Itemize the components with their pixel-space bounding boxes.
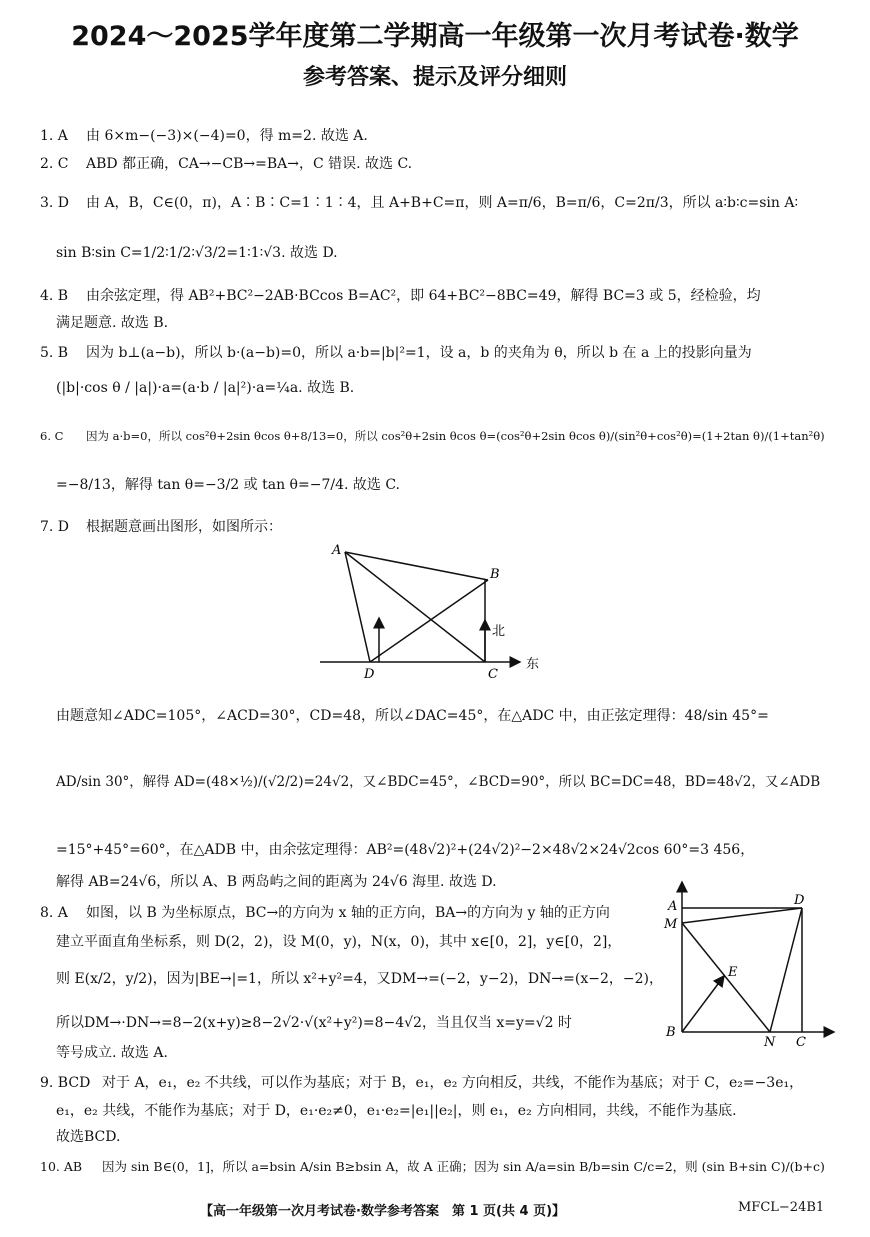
answer-text: 解得 AB=24√6，所以 A、B 两岛屿之间的距离为 24√6 海里. 故选 D. (56, 874, 497, 890)
answer-line (56, 378, 836, 398)
answer-line (56, 313, 836, 333)
answer-text: 故选BCD. (56, 1129, 121, 1145)
answer-line (40, 286, 836, 306)
answer-text: 由余弦定理，得 AB²+BC²−2AB·BCcos B=AC²，即 64+BC²−8BC=49，解得 BC=3 或 5，经检验，均 (86, 288, 761, 304)
answer-line (56, 243, 836, 263)
answer-text: 因为 a·b=0，所以 cos²θ+2sin θcos θ+8/13=0，所以 cos²θ+2sin θcos θ=(cos²θ+2sin θcos θ)/(sin²θ+cos²θ)=(1+2tan θ)/(1+tan²θ) (86, 429, 825, 443)
question-number: 4. B (40, 288, 69, 304)
answer-line (40, 193, 836, 213)
answer-text: 因为 b⊥(a−b)，所以 b·(a−b)=0，所以 a·b=|b|²=1，设 a，b 的夹角为 θ，所以 b 在 a 上的投影向量为 (86, 345, 752, 361)
document-title: 2024～2025学年度第二学期高一年级第一次月考试卷·数学 (71, 21, 799, 52)
answer-text: 由题意知∠ADC=105°，∠ACD=30°，CD=48，所以∠DAC=45°，在△ADC 中，由正弦定理得：48/sin 45°= (56, 708, 769, 724)
question-number: 7. D (40, 519, 70, 535)
answer-line (40, 1157, 836, 1177)
fig8-label-n: N (764, 1035, 776, 1050)
figure-q7 (320, 540, 550, 685)
question-number: 6. C (40, 429, 64, 443)
fig7-label-east: 东 (526, 657, 540, 672)
fig7-label-a: A (332, 543, 342, 558)
answer-text: 根据题意画出图形，如图所示： (86, 519, 282, 535)
fig8-label-a: A (668, 899, 678, 914)
answer-text: 因为 sin B∈(0，1]，所以 a=bsin A/sin B≥bsin A，故 A 正确；因为 sin A/a=sin B/b=sin C/c=2，则 (sin B+sin C)/(b+c) (102, 1159, 825, 1174)
fig8-label-b: B (666, 1025, 676, 1040)
answer-text: =15°+45°=60°，在△ADB 中，由余弦定理得：AB²=(48√2)²+(24√2)²−2×48√2×24√2cos 60°=3 456， (56, 842, 755, 858)
answer-text: 建立平面直角坐标系，则 D(2，2)，设 M(0，y)，N(x，0)，其中 x∈[0，2]，y∈[0，2]， (56, 934, 622, 950)
answer-text: (|b|·cos θ / |a|)·a=(a·b / |a|²)·a=¼a. 故选 B. (56, 380, 355, 396)
fig8-label-m: M (664, 917, 678, 932)
answer-text: 则 E(x/2，y/2)，因为|BE→|=1，所以 x²+y²=4，又DM→=(−2，y−2)，DN→=(x−2，−2)， (56, 971, 663, 987)
answer-line (56, 475, 836, 495)
answer-text: sin B∶sin C=1/2∶1/2∶√3/2=1∶1∶√3. 故选 D. (56, 245, 338, 261)
document-subtitle: 参考答案、提示及评分细则 (302, 65, 567, 90)
footer-code: MFCL−24B1 (738, 1200, 825, 1215)
question-number: 8. A (40, 905, 68, 921)
question-number: 3. D (40, 195, 70, 211)
answer-line (40, 154, 836, 174)
figure-q8 (660, 878, 840, 1050)
answer-text: 对于 A，e₁，e₂ 不共线，可以作为基底；对于 B，e₁，e₂ 方向相反，共线，不能作为基底；对于 C，e₂=−3e₁， (102, 1075, 804, 1091)
fig7-label-north: 北 (492, 624, 506, 639)
answer-text: 由 6×m−(−3)×(−4)=0，得 m=2. 故选 A. (86, 128, 368, 144)
footer-text: 【高一年级第一次月考试卷·数学参考答案 第 1 页(共 4 页)】 (200, 1204, 566, 1219)
question-number: 10. AB (40, 1159, 83, 1174)
answer-line (56, 1101, 836, 1121)
answer-text: 如图，以 B 为坐标原点，BC→的方向为 x 轴的正方向，BA→的方向为 y 轴的正方向 (86, 905, 610, 921)
answer-line (56, 1127, 836, 1147)
answer-text: 所以DM→·DN→=8−2(x+y)≥8−2√2·√(x²+y²)=8−4√2，当且仅当 x=y=√2 时 (56, 1015, 572, 1031)
answer-text: 满足题意. 故选 B. (56, 315, 169, 331)
answer-text: 等号成立. 故选 A. (56, 1045, 168, 1061)
question-number: 9. BCD (40, 1075, 91, 1091)
fig8-label-c: C (796, 1035, 806, 1050)
answer-text: e₁，e₂ 共线，不能作为基底；对于 D，e₁·e₂≠0，e₁·e₂=|e₁||e₂|，则 e₁，e₂ 方向相同，共线，不能作为基底. (56, 1103, 737, 1119)
question-number: 1. A (40, 128, 68, 144)
answer-text: AD/sin 30°，解得 AD=(48×½)/(√2/2)=24√2，又∠BDC=45°，∠BCD=90°，所以 BC=DC=48，BD=48√2，又∠ADB (56, 774, 821, 790)
answer-line (40, 343, 836, 363)
answer-line (40, 517, 836, 537)
answer-line (40, 426, 836, 446)
answer-line (56, 772, 836, 792)
question-number: 2. C (40, 156, 69, 172)
fig8-label-e: E (728, 965, 738, 980)
answer-line (40, 1073, 836, 1093)
answer-line (40, 126, 836, 146)
fig7-label-c: C (488, 667, 498, 682)
answer-text: 由 A，B，C∈(0，π)，A∶B∶C=1∶1∶4，且 A+B+C=π，则 A=π/6，B=π/6，C=2π/3，所以 a∶b∶c=sin A∶ (86, 195, 799, 211)
fig7-label-d: D (364, 667, 375, 682)
question-number: 5. B (40, 345, 69, 361)
answer-text: =−8/13，解得 tan θ=−3/2 或 tan θ=−7/4. 故选 C. (56, 477, 400, 493)
fig7-label-b: B (490, 567, 500, 582)
fig8-label-d: D (794, 893, 805, 908)
answer-line (56, 840, 836, 860)
answer-text: ABD 都正确，CA→−CB→=BA→，C 错误. 故选 C. (86, 156, 413, 172)
answer-line (56, 706, 836, 726)
